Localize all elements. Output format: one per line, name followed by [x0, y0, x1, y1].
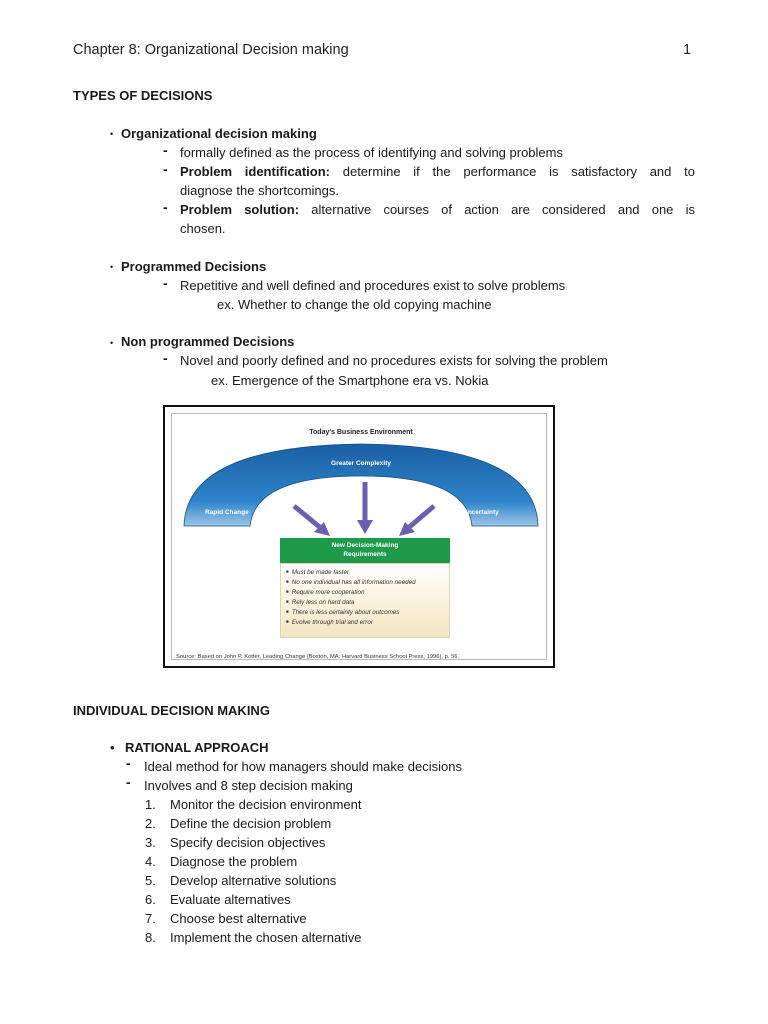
step-number: 8. — [145, 930, 156, 945]
requirement-item: ■ Evolve through trial and error — [293, 618, 449, 628]
arch-top-label: Greater Complexity — [331, 460, 391, 467]
step-number: 2. — [145, 816, 156, 831]
org-decision-title: Organizational decision making — [121, 126, 317, 141]
step-text: Choose best alternative — [170, 911, 307, 926]
dash-icon: - — [163, 350, 168, 366]
problem-solution-line2: chosen. — [180, 221, 226, 236]
section-heading-individual: INDIVIDUAL DECISION MAKING — [73, 703, 270, 718]
rational-point-1: Ideal method for how managers should make decisions — [144, 759, 462, 774]
step-text: Develop alternative solutions — [170, 873, 337, 888]
dash-icon: - — [126, 755, 131, 771]
arch-left-label: Rapid Change — [205, 509, 249, 516]
step-number: 5. — [145, 873, 156, 888]
dash-icon: - — [163, 199, 168, 215]
requirement-item: ■ Must be made faster — [293, 568, 449, 578]
rational-approach-title: RATIONAL APPROACH — [125, 740, 269, 755]
step-text: Monitor the decision environment — [170, 797, 362, 812]
page-number: 1 — [683, 42, 692, 58]
page-header-title: Chapter 8: Organizational Decision making — [73, 42, 349, 58]
step-number: 7. — [145, 911, 156, 926]
problem-solution-line1: Problem solution: alternative courses of action are considered and one is — [180, 202, 695, 217]
programmed-point: Repetitive and well defined and procedures exist to solve problems — [180, 278, 566, 293]
requirements-header: New Decision-Making Requirements — [280, 538, 450, 563]
problem-identification-line2: diagnose the shortcomings. — [180, 183, 339, 198]
figure-title: Today's Business Environment — [309, 429, 413, 436]
bullet-icon: • — [110, 740, 115, 755]
dash-icon: - — [163, 161, 168, 177]
figure-inner-frame — [171, 413, 547, 660]
programmed-example: ex. Whether to change the old copying machine — [217, 297, 492, 312]
step-number: 3. — [145, 835, 156, 850]
step-number: 4. — [145, 854, 156, 869]
step-text: Specify decision objectives — [170, 835, 326, 850]
requirement-item: ■ Rely less on hard data — [293, 598, 449, 608]
figure-source: Source: Based on John P. Kotter, Leading Change (Boston, MA: Harvard Business School Press, 1996), p. 56. — [176, 654, 460, 660]
bullet-icon: • — [110, 338, 114, 348]
non-programmed-point: Novel and poorly defined and no procedures exists for solving the problem — [180, 353, 608, 368]
dash-icon: - — [126, 774, 131, 790]
bullet-icon: • — [110, 262, 114, 272]
step-text: Diagnose the problem — [170, 854, 298, 869]
step-number: 6. — [145, 892, 156, 907]
step-number: 1. — [145, 797, 156, 812]
programmed-title: Programmed Decisions — [121, 259, 267, 274]
requirement-item: ■ No one individual has all information needed — [293, 578, 449, 588]
non-programmed-title: Non programmed Decisions — [121, 334, 295, 349]
non-programmed-example: ex. Emergence of the Smartphone era vs. Nokia — [211, 373, 489, 388]
requirement-item: ■ There is less certainty about outcomes — [293, 608, 449, 618]
step-text: Evaluate alternatives — [170, 892, 291, 907]
bullet-icon: • — [110, 129, 114, 139]
problem-identification-line1: Problem identification: determine if the performance is satisfactory and to — [180, 164, 695, 179]
business-environment-figure — [163, 405, 555, 668]
dash-icon: - — [163, 142, 168, 158]
requirement-item: ■ Require more cooperation — [293, 588, 449, 598]
rational-point-2: Involves and 8 step decision making — [144, 778, 353, 793]
step-text: Define the decision problem — [170, 816, 332, 831]
step-text: Implement the chosen alternative — [170, 930, 362, 945]
problem-solution-term: Problem solution: — [180, 202, 300, 217]
dash-icon: - — [163, 275, 168, 291]
arch-right-label: Uncertainty — [463, 509, 499, 516]
org-definition: formally defined as the process of identifying and solving problems — [180, 145, 563, 160]
requirements-list-box — [280, 563, 450, 638]
arrows-icon — [294, 482, 434, 536]
section-heading-types: TYPES OF DECISIONS — [73, 88, 213, 103]
problem-identification-term: Problem identification: — [180, 164, 330, 179]
